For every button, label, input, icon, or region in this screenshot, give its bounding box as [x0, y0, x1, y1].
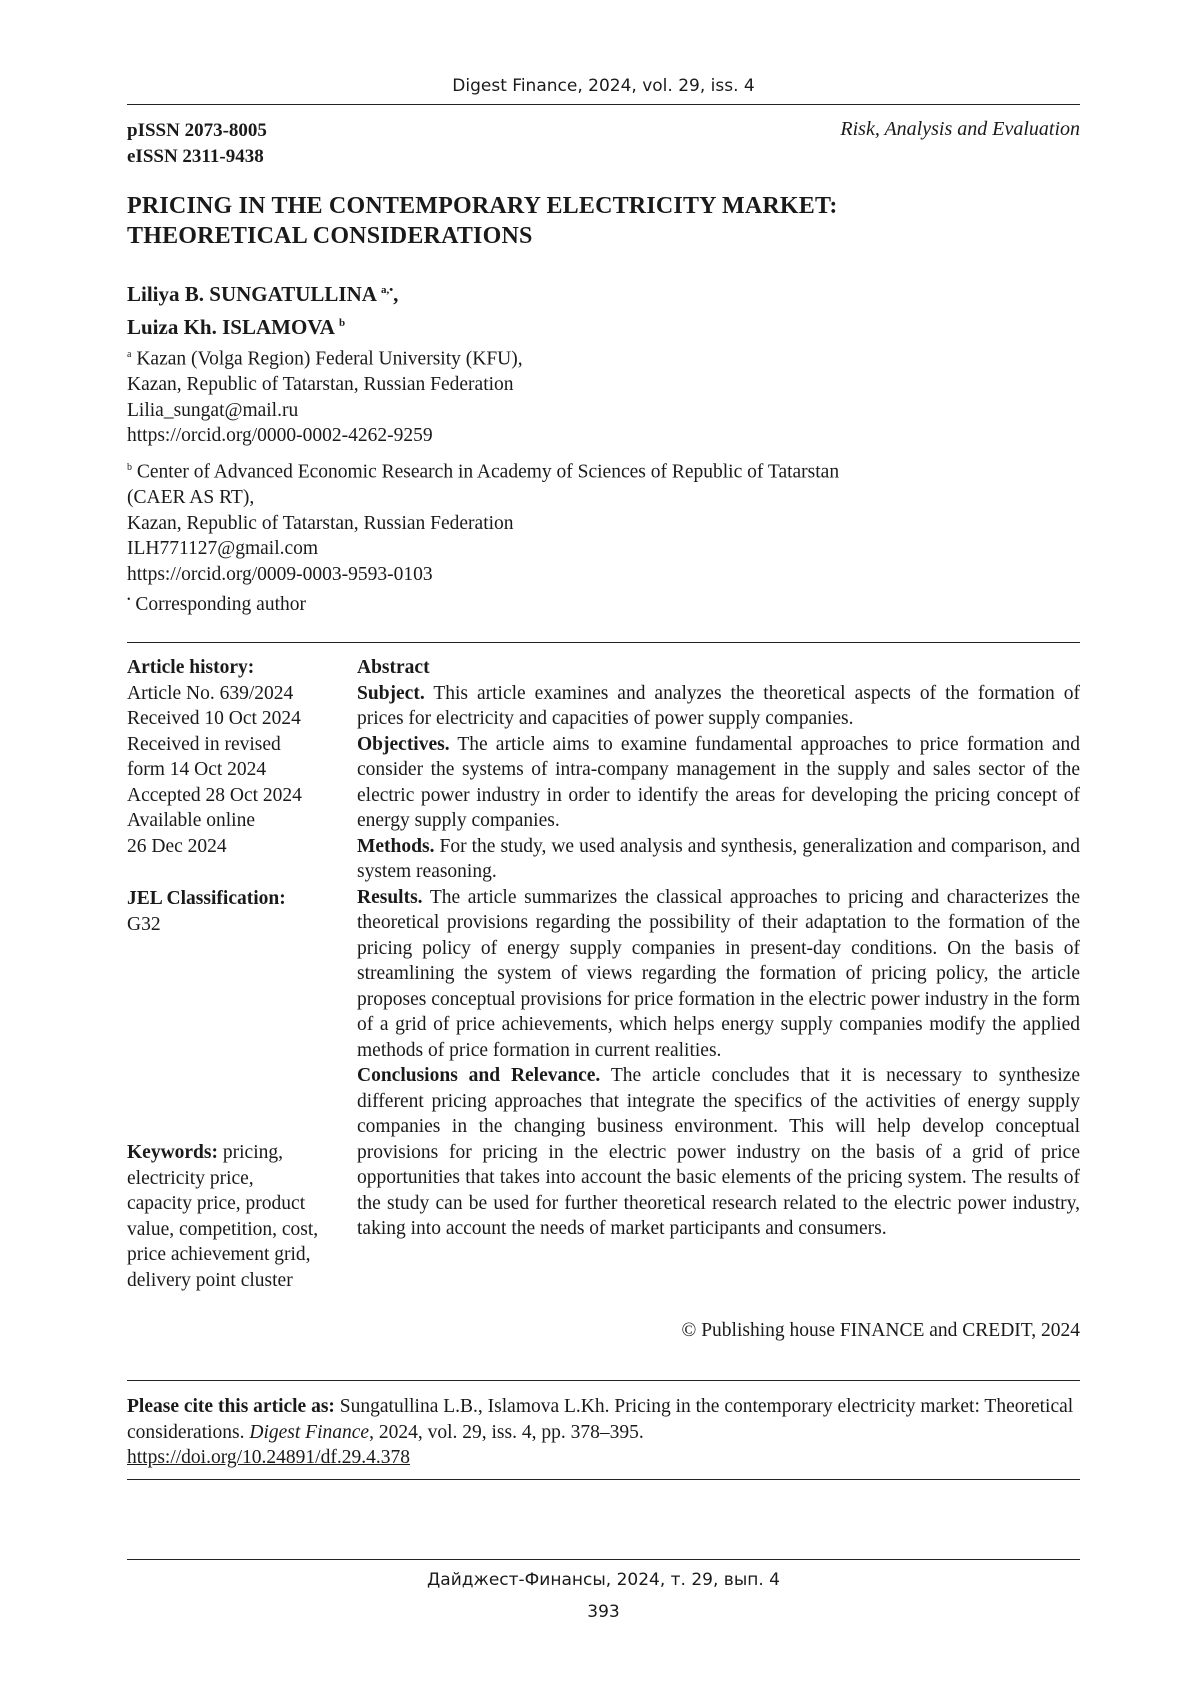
history-heading: Article history: [127, 657, 255, 678]
abstract-text: The article aims to examine fundamental approaches to price formation and consider the systems of intra-company management in the supply and sales sector of the electric power industry in order to identify the areas for developing the pricing concept of energy supply companies. [357, 733, 1080, 831]
abstract-label: Methods. [357, 835, 435, 857]
abstract-heading: Abstract [357, 657, 430, 678]
keywords-heading: Keywords: [127, 1142, 218, 1163]
cite-rule-top [127, 1380, 1080, 1381]
abstract-text: This article examines and analyzes the theoretical aspects of the formation of prices for electricity and capacities of power supply companies. [357, 682, 1080, 729]
page-number: 393 [587, 1602, 620, 1622]
author-2 [127, 309, 398, 342]
authors [127, 276, 398, 342]
jel-classification [127, 886, 352, 937]
history-line: 26 Dec 2024 [127, 835, 227, 857]
abstract-subject [357, 681, 1080, 732]
affil-email[interactable]: Lilia_sungat@mail.ru [127, 399, 299, 421]
abstract-results [357, 885, 1080, 1064]
cite-journal: Digest Finance [249, 1421, 370, 1443]
cite-text: Sungatullina L.B., Islamova L.Kh. Pricing in the contemporary electricity market: Theoretical considerations. [127, 1396, 1074, 1443]
affil-line: Center of Advanced Economic Research in Academy of Sciences of Republic of Tatarstan [136, 461, 840, 483]
abstract-text: The article summarizes the classical approaches to pricing and characterizes the theoretical provisions regarding the possibility of their adaptation to the formation of the pricing policy of energy supply companies in present-day conditions. On the basis of streamlining the system of views regarding the formation of pricing policy, the article proposes conceptual provisions for price formation in the electric power industry in the form of a grid of price achievements, which helps energy supply companies modify the applied methods of price formation in current realities. [357, 886, 1080, 1061]
abstract-label: Subject. [357, 682, 425, 704]
keyword-line: electricity price, [127, 1167, 254, 1189]
corresponding-author-note [127, 594, 306, 616]
affiliation-a [127, 342, 523, 449]
corresponding-text: Corresponding author [135, 594, 306, 615]
abstract [357, 655, 1080, 1242]
affil-line: Kazan, Republic of Tatarstan, Russian Federation [127, 374, 514, 395]
author-1 [127, 276, 398, 309]
author-affil-marker: a,• [381, 284, 394, 296]
affil-line: (CAER AS RT), [127, 487, 255, 508]
abstract-label: Results. [357, 886, 423, 908]
keyword-line: price achievement grid, [127, 1244, 311, 1265]
copyright: © Publishing house FINANCE and CREDIT, 2024 [681, 1320, 1080, 1341]
abstract-text: For the study, we used analysis and synthesis, generalization and comparison, and system reasoning. [357, 835, 1080, 882]
keyword-line: capacity price, product [127, 1193, 306, 1214]
abstract-objectives [357, 732, 1080, 834]
cite-text: , 2024, vol. 29, iss. 4, pp. 378–395. [369, 1421, 644, 1443]
eissn: eISSN 2311-9438 [127, 146, 264, 167]
article-history [127, 655, 352, 859]
abstract-label: Conclusions and Relevance. [357, 1065, 601, 1086]
footer-rule [127, 1559, 1080, 1560]
running-head: Digest Finance, 2024, vol. 29, iss. 4 [452, 76, 755, 96]
keyword-line: delivery point cluster [127, 1269, 293, 1291]
cite-rule-bottom [127, 1479, 1080, 1480]
issn-block [127, 118, 267, 170]
jel-heading: JEL Classification: [127, 888, 286, 909]
footer-running-title: Дайджест-Финансы, 2024, т. 29, вып. 4 [427, 1570, 780, 1590]
history-line: Received 10 Oct 2024 [127, 708, 301, 729]
info-rule-top [127, 642, 1080, 643]
author-name: Liliya B. SUNGATULLINA [127, 282, 376, 306]
affil-orcid[interactable]: https://orcid.org/0000-0002-4262-9259 [127, 425, 433, 446]
corresponding-marker: • [127, 594, 131, 606]
cite-label: Please cite this article as: [127, 1396, 335, 1417]
affil-line: Kazan, Republic of Tatarstan, Russian Federation [127, 512, 514, 534]
history-line: form 14 Oct 2024 [127, 759, 267, 780]
header-rule [127, 104, 1080, 105]
citation-block [127, 1394, 1080, 1471]
section-name: Risk, Analysis and Evaluation [840, 118, 1080, 140]
affil-orcid[interactable]: https://orcid.org/0009-0003-9593-0103 [127, 563, 433, 585]
keyword-line: value, competition, cost, [127, 1218, 319, 1240]
doi-link[interactable]: https://doi.org/10.24891/df.29.4.378 [127, 1447, 410, 1468]
abstract-text: The article concludes that it is necessary to synthesize different pricing approaches that integrate the specifics of the activities of energy supply companies in the changing business environment. This will help develop conceptual provisions for pricing in the electric power industry on the basis of a grid of price opportunities that takes into account the basic elements of the pricing system. The results of the study can be used for further theoretical research related to the electric power industry, taking into account the needs of market participants and consumers. [357, 1065, 1080, 1239]
abstract-label: Objectives. [357, 733, 450, 755]
article-title [127, 191, 1080, 251]
history-line: Received in revised [127, 733, 281, 755]
title-line-1: PRICING IN THE CONTEMPORARY ELECTRICITY MARKET: [127, 193, 838, 219]
author-suffix: , [393, 282, 399, 306]
history-line: Available online [127, 810, 255, 831]
keywords [127, 1140, 352, 1293]
abstract-methods [357, 834, 1080, 885]
affiliation-b [127, 455, 839, 587]
history-line: Accepted 28 Oct 2024 [127, 784, 302, 806]
title-line-2: THEORETICAL CONSIDERATIONS [127, 223, 533, 249]
affil-line: Kazan (Volga Region) Federal University (KFU), [136, 348, 523, 370]
affil-marker: b [127, 462, 132, 473]
pissn: pISSN 2073-8005 [127, 120, 267, 141]
jel-code: G32 [127, 913, 161, 935]
affil-email[interactable]: ILH771127@gmail.com [127, 538, 319, 559]
author-name: Luiza Kh. ISLAMOVA [127, 315, 334, 339]
history-line: Article No. 639/2024 [127, 682, 294, 704]
abstract-conclusions [357, 1063, 1080, 1242]
affil-marker: a [127, 349, 132, 360]
keyword-line: pricing, [222, 1142, 283, 1163]
author-affil-marker: b [339, 317, 346, 329]
